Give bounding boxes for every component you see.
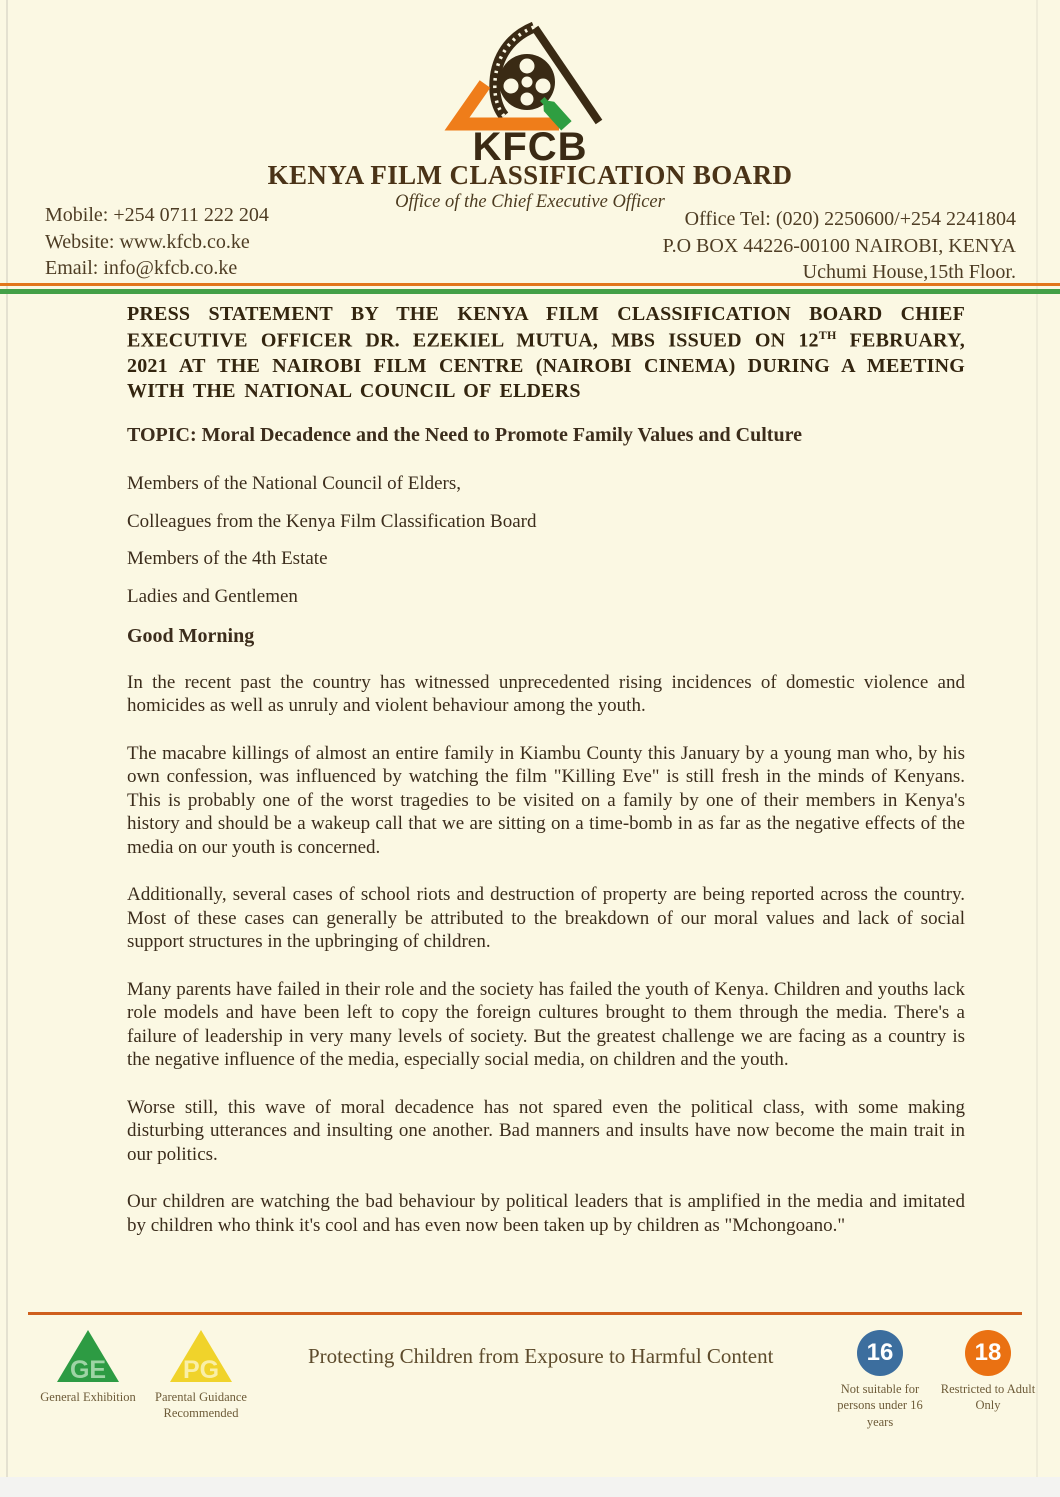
letterhead-rule-orange [0, 283, 1060, 286]
body-paragraph: In the recent past the country has witnessed unprecedented rising incidences of domestic violence and homicides as well as unruly and violent behaviour among the youth. [127, 671, 965, 717]
contact-address: Uchumi House,15th Floor. [802, 261, 1016, 284]
ordinal-suffix: TH [818, 327, 837, 342]
press-statement-title [127, 302, 965, 405]
pg-triangle-icon [168, 1328, 234, 1384]
contact-pobox: P.O BOX 44226-00100 NAIROBI, KENYA [662, 234, 1016, 257]
age-16-badge-icon [857, 1330, 903, 1376]
body-paragraph: Our children are watching the bad behaviour by political leaders that is amplified in the media and imitated by children who think it's cool and has even now been taken up by children as "Mchongoano." [127, 1191, 965, 1236]
pg-caption: Parental Guidance Recommended [155, 1390, 247, 1421]
age-16-code: 16 [866, 1339, 894, 1366]
title-text-2: FEBRUARY, 2021 AT THE NAIROBI FILM CENTRE (NAIROBI CINEMA) DURING A MEETING WITH THE NATIONAL COUNCIL OF ELDERS [127, 329, 965, 403]
scan-bottom-strip [0, 1477, 1060, 1497]
logo-acronym: KFCB [472, 125, 588, 164]
salutation-line: Colleagues from the Kenya Film Classification Board [127, 510, 537, 532]
salutation-line: Ladies and Gentlemen [127, 585, 298, 607]
kfcb-logo [0, 22, 1060, 164]
letterhead-rule-green [0, 289, 1060, 294]
body-paragraph: Additionally, several cases of school riots and destruction of property are being reported across the country. Most of these cases can generally be attributed to the breakdown of our moral values and lack of social support structures in the upbringing of children. [127, 884, 965, 953]
scan-edge-left [6, 0, 8, 1477]
body-paragraph: Worse still, this wave of moral decadence has not spared even the political class, with some making disturbing utterances and insulting one another. Bad manners and insults have now become the main trait in our politics. [127, 1096, 965, 1165]
contact-mobile: Mobile: +254 0711 222 204 [45, 204, 269, 226]
document-body [127, 302, 965, 1237]
ge-caption: General Exhibition [40, 1390, 136, 1404]
age-18-code: 18 [974, 1339, 1002, 1366]
footer-rule [28, 1312, 1022, 1315]
rating-pg [146, 1328, 256, 1422]
ge-triangle-icon [55, 1328, 121, 1384]
footer-tagline: Protecting Children from Exposure to Harmful Content [308, 1344, 774, 1368]
contact-office-tel: Office Tel: (020) 2250600/+254 2241804 [684, 208, 1016, 230]
title-text-1: PRESS STATEMENT BY THE KENYA FILM CLASSIFICATION BOARD CHIEF EXECUTIVE OFFICER DR. EZEKIEL MUTUA, MBS ISSUED ON 12 [127, 303, 965, 352]
ge-code: GE [69, 1356, 107, 1384]
age-16-caption: Not suitable for persons under 16 years [837, 1382, 923, 1429]
contact-block-right [663, 206, 1016, 286]
salutation-line: Members of the National Council of Elders, [127, 473, 462, 495]
rating-16 [824, 1330, 936, 1430]
body-paragraph: The macabre killings of almost an entire family in Kiambu County this January by a young man who, by his own confession, was influenced by watching the film "Killing Eve" is still fresh in the minds of Kenyans. This is probably one of the worst tragedies to be visited on a family by one of their members in Kenya's history and should be a wakeup call that we are sitting on a time-bomb in as far as the negative effects of the media on our youth is concerned. [127, 742, 965, 858]
office-title: Office of the Chief Executive Officer [395, 192, 665, 212]
body-paragraph: Many parents have failed in their role and the society has failed the youth of Kenya. Children and youths lack role models and have been left to copy the foreign cultures brought to them through the media. There's a failure of leadership in very many levels of society. But the greatest challenge we are facing as a country is the negative influence of the media, especially social media, on children and the youth. [127, 978, 965, 1071]
contact-email: Email: info@kfcb.co.ke [45, 257, 238, 280]
topic-line: TOPIC: Moral Decadence and the Need to Promote Family Values and Culture [127, 423, 802, 446]
org-name: KENYA FILM CLASSIFICATION BOARD [267, 160, 793, 190]
rating-ge [38, 1328, 138, 1405]
rating-18 [936, 1330, 1040, 1414]
contact-block-left [45, 202, 269, 282]
age-18-caption: Restricted to Adult Only [940, 1382, 1036, 1413]
greeting: Good Morning [127, 625, 255, 648]
scan-edge-right [1036, 0, 1038, 1477]
pg-code: PG [182, 1356, 220, 1384]
salutation-line: Members of the 4th Estate [127, 548, 328, 570]
age-18-badge-icon [965, 1330, 1011, 1376]
kfcb-logo-icon [437, 22, 623, 164]
contact-website: Website: www.kfcb.co.ke [45, 230, 250, 253]
